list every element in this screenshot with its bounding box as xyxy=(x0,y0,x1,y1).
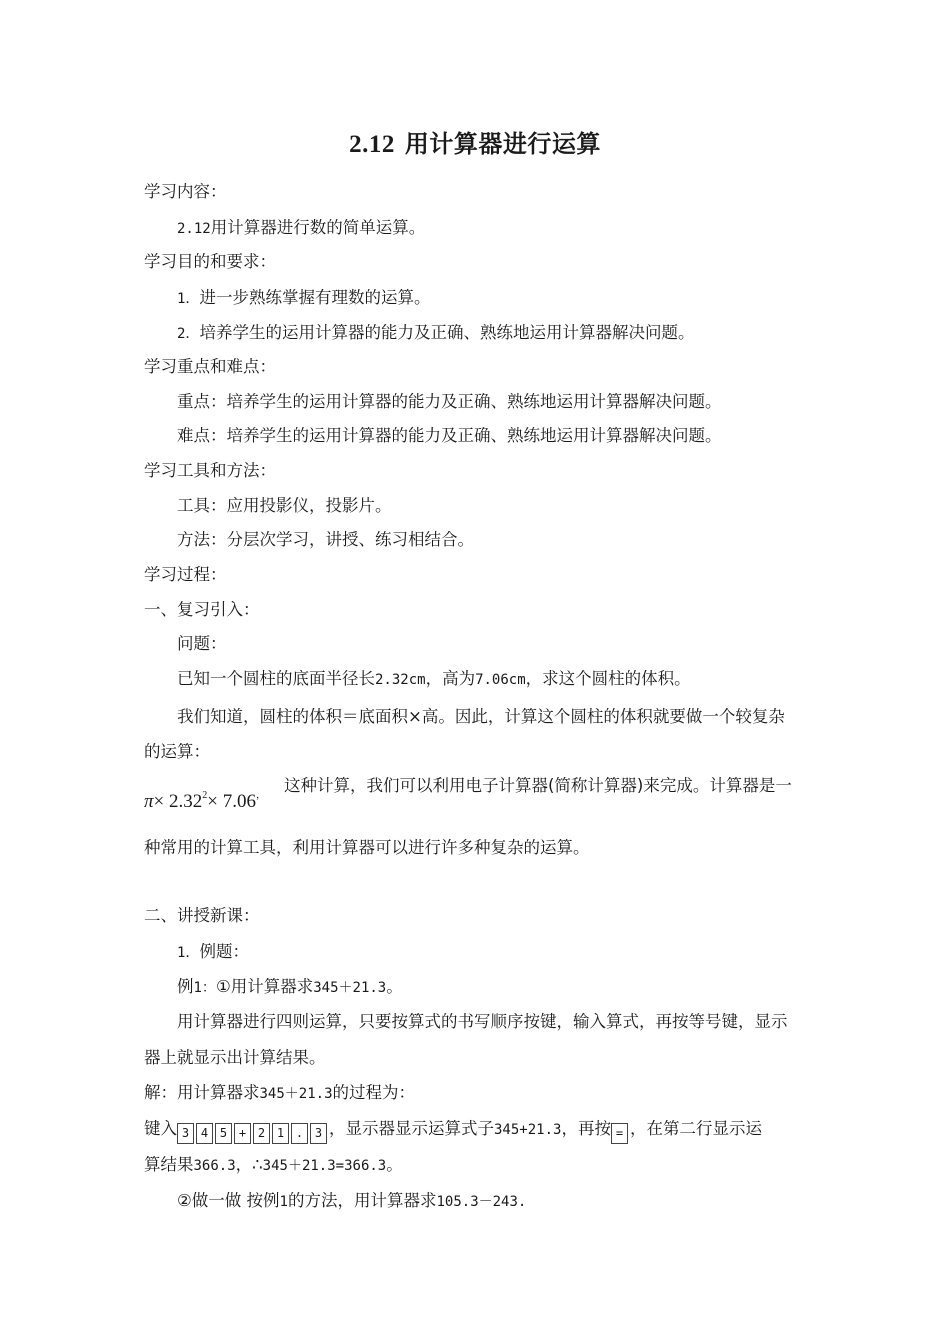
formula-pi: π xyxy=(144,791,154,812)
ex1-desc-1: 用计算器进行四则运算，只要按算式的书写顺序按键，输入算式，再按等号键，显示 xyxy=(177,1012,788,1031)
calc-key: 2 xyxy=(253,1123,270,1144)
ex2-num: 1 xyxy=(279,1194,288,1210)
calc-key: 4 xyxy=(196,1123,213,1144)
ex1-expr: 345＋21.3 xyxy=(313,980,387,996)
example-heading xyxy=(177,940,249,965)
ex1-num: 1： xyxy=(193,980,216,996)
heading-new-lesson: 二、讲授新课： xyxy=(144,906,260,925)
result-a: 算结果 xyxy=(144,1155,194,1174)
keys-in: 键入 xyxy=(144,1119,177,1138)
methods-text: 方法：分层次学习，讲授、练习相结合。 xyxy=(177,530,474,549)
formula-base: × 2.32 xyxy=(153,791,203,812)
heading-keypoints: 学习重点和难点： xyxy=(144,357,276,376)
example-1 xyxy=(177,975,403,1000)
content-text: 用计算器进行数的简单运算。 xyxy=(210,218,426,237)
heading-goals: 学习目的和要求： xyxy=(144,252,276,271)
ex1-b: ①用计算器求 xyxy=(215,977,314,996)
keys-line xyxy=(144,1117,762,1144)
sol-expr: 345＋21.3 xyxy=(259,1086,333,1102)
heading-process: 学习过程： xyxy=(144,565,227,584)
key-difficulty: 难点：培养学生的运用计算器的能力及正确、熟练地运用计算器解决问题。 xyxy=(177,426,722,445)
goal-1-text: 进一步熟练掌握有理数的运算。 xyxy=(199,288,431,307)
ex1-desc-2: 器上就显示出计算结果。 xyxy=(144,1048,326,1067)
know-line-1: 我们知道，圆柱的体积＝底面积×高。因此，计算这个圆柱的体积就要做一个较复杂 xyxy=(177,707,785,726)
formula-exponent: 2 xyxy=(202,790,208,801)
goal-2-num: 2． xyxy=(177,326,200,342)
heading-tools: 学习工具和方法： xyxy=(144,461,276,480)
ex1-c: 。 xyxy=(386,977,403,996)
page-title xyxy=(0,124,950,159)
result-b: ，∴ xyxy=(235,1155,263,1174)
calc-key: 3 xyxy=(177,1123,194,1144)
question-heading: 问题： xyxy=(177,634,227,653)
ex2-a: ②做一做 按例 xyxy=(177,1191,280,1210)
calculator-keys xyxy=(177,1117,329,1144)
equals-key: = xyxy=(611,1123,628,1144)
title-number: 2.12 xyxy=(349,131,395,158)
content-num: 2.12 xyxy=(177,221,211,237)
goal-item-2 xyxy=(177,321,694,346)
ex2-b: 的方法，用计算器求 xyxy=(287,1191,437,1210)
result-line xyxy=(144,1153,403,1178)
question-c: ，求这个圆柱的体积。 xyxy=(525,669,691,688)
calc-key: 3 xyxy=(310,1123,327,1144)
heading-content: 学习内容： xyxy=(144,182,227,201)
keys-after-c: ，在第二行显示运 xyxy=(629,1119,762,1138)
example-label: 例题： xyxy=(199,942,249,961)
keys-after-b: ，再按 xyxy=(561,1119,611,1138)
calc-key: + xyxy=(234,1123,251,1144)
question-height: 7.06cm xyxy=(475,672,526,688)
result-c: 。 xyxy=(386,1155,403,1174)
goal-item-1 xyxy=(177,286,430,311)
example-2 xyxy=(177,1189,526,1214)
result-value: 366.3 xyxy=(193,1158,236,1174)
heading-review: 一、复习引入： xyxy=(144,600,260,619)
ex2-expr: 105.3－243. xyxy=(436,1194,527,1210)
calc-key: . xyxy=(291,1123,308,1144)
solution-line xyxy=(144,1081,415,1106)
formula-comma: ， xyxy=(255,790,266,801)
question-b: ，高为 xyxy=(425,669,476,688)
key-focus: 重点：培养学生的运用计算器的能力及正确、熟练地运用计算器解决问题。 xyxy=(177,392,722,411)
goal-2-text: 培养学生的运用计算器的能力及正确、熟练地运用计算器解决问题。 xyxy=(199,323,695,342)
goal-1-num: 1． xyxy=(177,291,200,307)
calc-key: 5 xyxy=(215,1123,232,1144)
know-line-2: 的运算： xyxy=(144,742,210,761)
question-a: 已知一个圆柱的底面半径长 xyxy=(177,669,375,688)
content-item xyxy=(177,216,425,241)
calc-text-2: 种常用的计算工具，利用计算器可以进行许多种复杂的运算。 xyxy=(144,838,590,857)
calc-text-1: 这种计算，我们可以利用电子计算器(简称计算器)来完成。计算器是一 xyxy=(284,776,792,795)
example-num: 1． xyxy=(177,945,200,961)
sol-a: 解：用计算器求 xyxy=(144,1083,260,1102)
keys-display: 345+21.3 xyxy=(494,1122,562,1138)
question-radius: 2.32cm xyxy=(375,672,426,688)
ex1-a: 例 xyxy=(177,977,194,996)
question-text xyxy=(177,667,691,692)
formula-tail: × 7.06 xyxy=(207,791,256,812)
tools-text: 工具：应用投影仪，投影片。 xyxy=(177,496,392,515)
keys-after-a: ，显示器显示运算式子 xyxy=(329,1119,494,1138)
sol-b: 的过程为： xyxy=(332,1083,416,1102)
volume-formula xyxy=(144,786,266,813)
title-text: 用计算器进行运算 xyxy=(404,130,601,158)
result-expr: 345＋21.3=366.3 xyxy=(262,1158,387,1174)
calc-key: 1 xyxy=(272,1123,289,1144)
